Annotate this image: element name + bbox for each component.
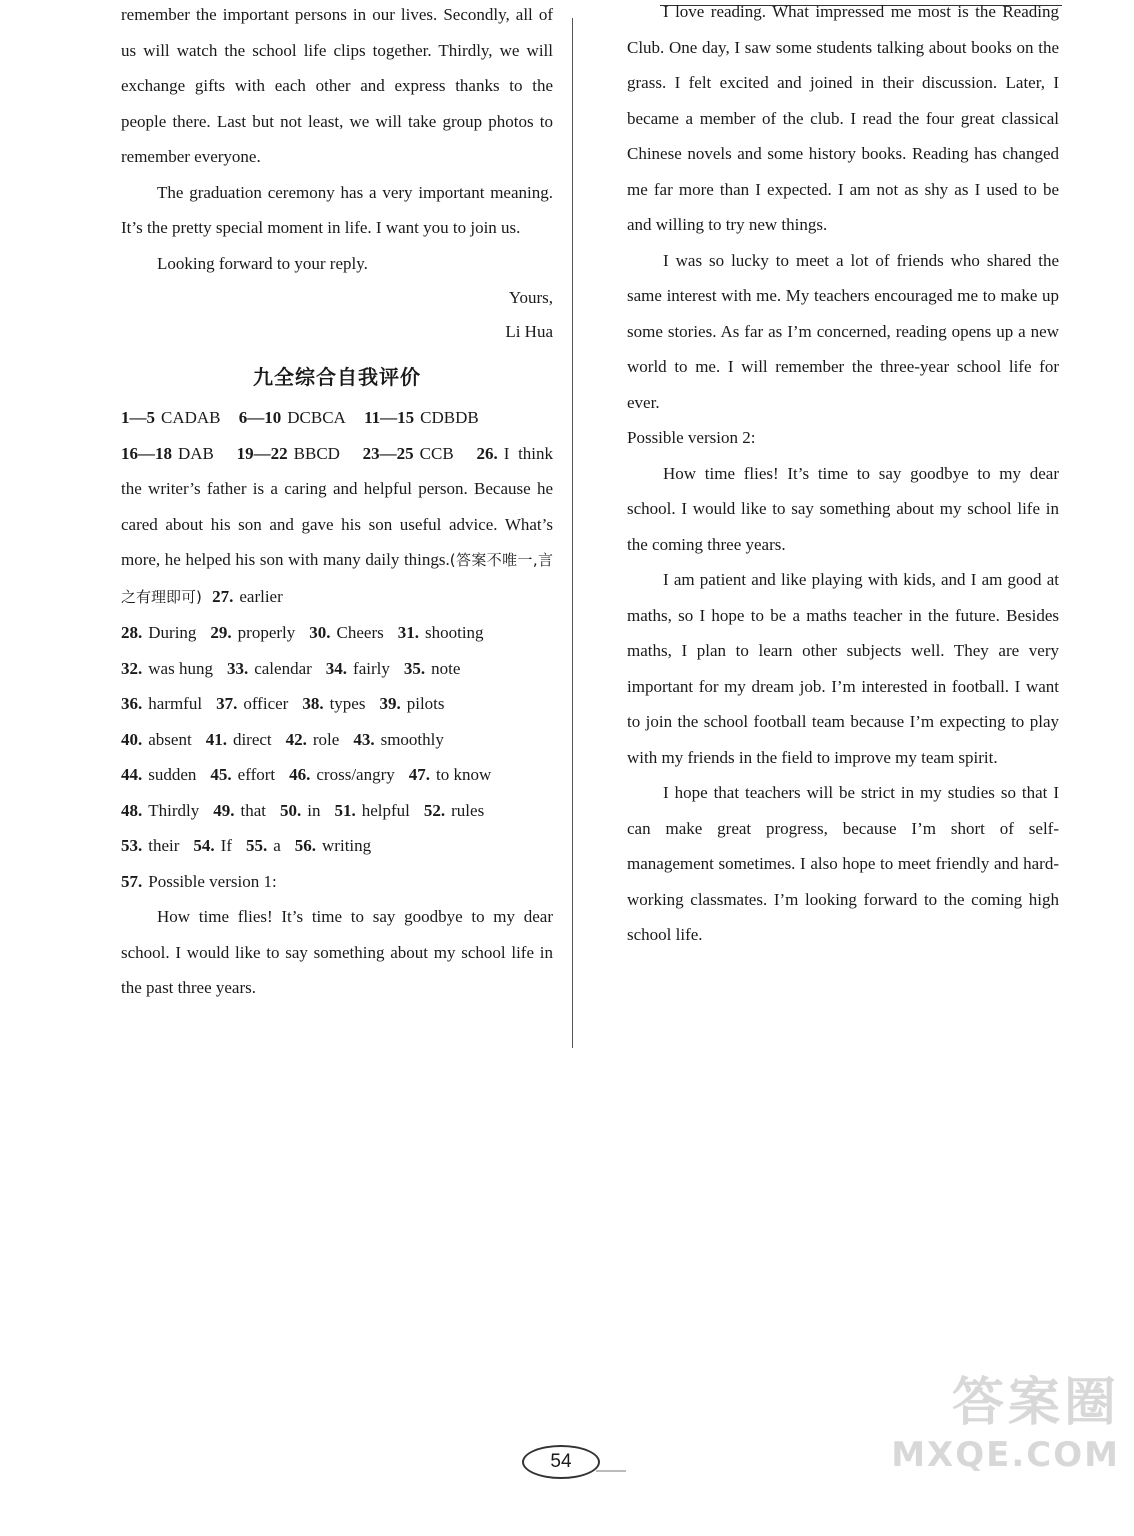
question-number: 31. bbox=[397, 623, 419, 642]
question-number: 49. bbox=[213, 800, 235, 820]
right-column bbox=[627, 0, 1059, 953]
question-number: 44. bbox=[121, 765, 143, 784]
question-number: 43. bbox=[353, 729, 375, 749]
essay-paragraph: I was so lucky to meet a lot of friends who shared the same interest with me. My teachers encouraged me to make up some stories. As far as I’m concerned, reading opens up a new world to me. I will remember the three-year school life for ever. bbox=[627, 250, 1059, 412]
question-number: 51. bbox=[334, 800, 356, 820]
answer: fairly bbox=[353, 658, 390, 678]
answer: CDBDB bbox=[420, 408, 479, 427]
answer: pilots bbox=[406, 694, 445, 713]
answer: types bbox=[329, 694, 366, 713]
answer-row bbox=[121, 757, 553, 793]
question-number: 28. bbox=[121, 623, 143, 642]
answer: earlier bbox=[239, 586, 283, 606]
answer: was hung bbox=[148, 658, 213, 678]
question-number: 48. bbox=[121, 800, 143, 820]
question-number: 57. bbox=[121, 871, 143, 891]
column-divider bbox=[572, 18, 573, 1048]
question-number: 33. bbox=[226, 658, 249, 678]
letter-paragraph: remember the important persons in our lives. Secondly, all of us will watch the school life clips together. Thirdly, we will exchange gifts with each other and express thanks to the people there. Last but not least, we will take group photos to remember everyone. bbox=[121, 5, 553, 166]
answer: helpful bbox=[361, 800, 410, 820]
answer: a bbox=[273, 836, 281, 855]
answer-q26: I think the writer’s father is a caring and helpful person. Because he cared about his son and gave his son useful advice. What’s more, he helped his son with many daily things. bbox=[121, 443, 554, 569]
question-number: 53. bbox=[121, 836, 143, 855]
watermark-url: MXQE.COM bbox=[891, 1435, 1120, 1475]
question-number: 55. bbox=[245, 836, 268, 855]
question-number: 35. bbox=[403, 658, 426, 678]
question-number: 38. bbox=[302, 694, 324, 713]
question-number: 52. bbox=[423, 800, 446, 820]
answer: calendar bbox=[254, 658, 312, 678]
watermark-logo bbox=[870, 1360, 1120, 1530]
answer: role bbox=[312, 729, 340, 749]
question-number: 19—22 bbox=[236, 443, 288, 463]
question-number: 41. bbox=[205, 729, 227, 749]
question-number: 23—25 bbox=[362, 443, 414, 463]
essay-paragraph: How time flies! It’s time to say goodbye to my dear school. I would like to say something about my school life in the coming three years. bbox=[627, 463, 1059, 554]
letter-paragraph: The graduation ceremony has a very important meaning. It’s the pretty special moment in life. I want you to join us. bbox=[121, 182, 553, 237]
question-number: 26. bbox=[476, 443, 498, 463]
page-number: 54 bbox=[522, 1445, 600, 1479]
letter-closing: Yours, bbox=[508, 288, 553, 307]
version-label: Possible version 2: bbox=[627, 428, 756, 447]
q57-label-row bbox=[121, 864, 553, 900]
answer: effort bbox=[237, 765, 276, 784]
essay-paragraph: I love reading. What impressed me most is the Reading Club. One day, I saw some students talking about books on the grass. I felt excited and joined in their discussion. Later, I became a member of the club. I read the four great classical Chinese novels and some history books. Reading has changed me far more than I expected. I am not as shy as I used to be and willing to try new things. bbox=[627, 2, 1059, 234]
answer: DCBCA bbox=[287, 408, 346, 427]
answer: in bbox=[307, 800, 321, 820]
answer: cross/angry bbox=[316, 765, 395, 784]
question-number: 1—5 bbox=[121, 408, 155, 427]
answer-row bbox=[121, 400, 553, 436]
answer-row bbox=[121, 722, 553, 758]
question-number: 37. bbox=[216, 694, 238, 713]
answer: CADAB bbox=[161, 408, 221, 427]
question-number: 45. bbox=[210, 765, 232, 784]
essay-paragraph: I hope that teachers will be strict in my studies so that I can make great progress, because I’m short of self-management sometimes. I also hope to meet friendly and hard-working classmates. I’m looking forward to the coming high school life. bbox=[627, 783, 1059, 944]
question-number: 36. bbox=[121, 694, 143, 713]
answer-row bbox=[121, 793, 553, 829]
question-number: 27. bbox=[212, 586, 234, 606]
question-number: 40. bbox=[121, 729, 143, 749]
answer: During bbox=[148, 623, 197, 642]
section-title: 九全综合自我评价 bbox=[253, 365, 421, 389]
question-number: 50. bbox=[280, 800, 302, 820]
answer: shooting bbox=[424, 623, 484, 642]
question-number: 29. bbox=[210, 623, 232, 642]
question-number: 6—10 bbox=[238, 408, 282, 427]
letter-paragraph: Looking forward to your reply. bbox=[157, 253, 368, 273]
answer: BBCD bbox=[293, 443, 340, 463]
answer: CCB bbox=[419, 443, 454, 463]
answer: harmful bbox=[148, 694, 203, 713]
watermark-text: 答案圈 bbox=[951, 1373, 1120, 1433]
question-number: 11—15 bbox=[364, 408, 415, 427]
answer: absent bbox=[148, 729, 192, 749]
question-number: 54. bbox=[193, 836, 215, 855]
essay-paragraph: How time flies! It’s time to say goodbye to my dear school. I would like to say something about my school life in the past three years. bbox=[121, 907, 553, 997]
answer: Cheers bbox=[336, 623, 384, 642]
answer: Thirdly bbox=[148, 800, 200, 820]
answer: rules bbox=[451, 800, 485, 820]
question-number: 42. bbox=[285, 729, 307, 749]
answer-rows bbox=[121, 615, 553, 864]
letter-signature: Li Hua bbox=[505, 322, 553, 341]
answer-row bbox=[121, 615, 553, 651]
answer: If bbox=[220, 836, 232, 855]
answer: smoothly bbox=[380, 729, 444, 749]
question-number: 34. bbox=[325, 658, 348, 678]
answer: officer bbox=[243, 694, 289, 713]
answer: sudden bbox=[148, 765, 197, 784]
answer-note: (答案不唯一,言之有理即可) bbox=[121, 551, 553, 606]
answer: note bbox=[431, 658, 461, 678]
answer: to know bbox=[436, 765, 492, 784]
question-number: 46. bbox=[289, 765, 311, 784]
page-number-ornament bbox=[596, 1470, 626, 1472]
answer: DAB bbox=[178, 443, 214, 463]
essay-paragraph: I am patient and like playing with kids, and I am good at maths, so I hope to be a maths teacher in the future. Besides maths, I plan to learn other subjects well. They are very important for my dream job. I’m interested in football. I want to join the school football team because I’m expecting to play with my friends in the field to improve my team spirit. bbox=[627, 570, 1059, 767]
left-column bbox=[121, 0, 553, 1006]
answer: direct bbox=[232, 729, 272, 749]
question-number: 30. bbox=[309, 623, 331, 642]
answer: that bbox=[240, 800, 266, 820]
question-number: 16—18 bbox=[121, 443, 172, 463]
answer-row bbox=[121, 651, 553, 687]
version-label: Possible version 1: bbox=[148, 871, 277, 891]
question-number: 39. bbox=[379, 694, 401, 713]
answer: their bbox=[148, 836, 180, 855]
answer: properly bbox=[237, 623, 296, 642]
question-number: 32. bbox=[121, 658, 143, 678]
answer-row bbox=[121, 686, 553, 722]
answer: writing bbox=[322, 836, 372, 855]
answer-row bbox=[121, 436, 553, 616]
answer-row bbox=[121, 828, 553, 864]
question-number: 56. bbox=[294, 836, 317, 855]
question-number: 47. bbox=[408, 765, 430, 784]
